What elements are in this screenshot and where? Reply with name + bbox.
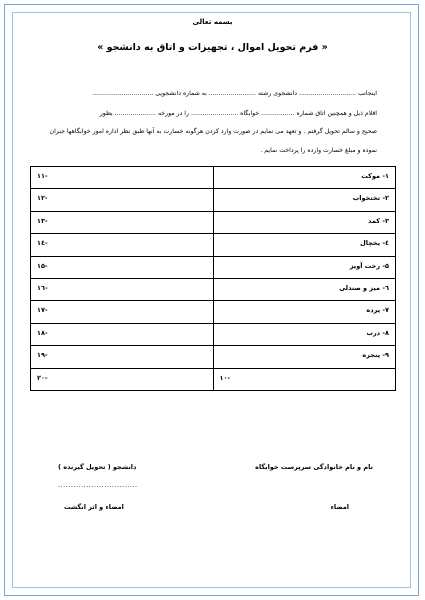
table-row	[31, 278, 396, 300]
right-cell-label: ۱۰-	[219, 373, 231, 382]
right-cell-label: ۲- تختخواب	[352, 194, 389, 203]
right-cell-label: ۸- درب	[366, 328, 389, 337]
right-cell	[213, 256, 396, 278]
left-cell-label: ۱۵-	[37, 261, 48, 270]
left-cell-label: ۱۷-	[37, 306, 48, 315]
table-row	[31, 368, 396, 390]
text-line-2: اقلام ذیل و همچنین اتاق شماره ................. خوابگاه ........................ را در مورخه ..................... بطور	[99, 110, 377, 117]
left-cell	[31, 278, 214, 300]
left-cell	[31, 256, 214, 278]
right-cell	[213, 211, 396, 233]
left-cell	[31, 234, 214, 256]
left-cell-label: ۱۲-	[37, 194, 48, 203]
supervisor-signature-label: امضاء	[330, 503, 349, 511]
right-cell-label: ٤- یخچال	[360, 239, 389, 248]
text-line-1: اینجانب ............................. دانشجوی رشته ........................ به شماره دانشجویی ...............................	[92, 90, 377, 97]
right-cell	[213, 323, 396, 345]
left-cell-label: ۱۸-	[37, 328, 48, 337]
table-row	[31, 189, 396, 211]
left-cell-label: ۱٤-	[37, 239, 48, 248]
table-row	[31, 323, 396, 345]
right-cell-label: ۵- رخت آویز	[349, 261, 389, 270]
table-row	[31, 346, 396, 368]
text-line-4: نموده و مبلغ خسارت وارده را پرداخت نمایم .	[260, 147, 377, 154]
student-receiver-label: دانشجو ( تحویل گیرنده )	[58, 463, 137, 471]
right-cell	[213, 278, 396, 300]
right-cell-label: ۹- پنجره	[362, 351, 389, 360]
right-cell	[213, 189, 396, 211]
left-cell-label: ۱۱-	[37, 172, 48, 180]
table-row	[31, 301, 396, 323]
left-cell	[31, 167, 214, 189]
table-row	[31, 256, 396, 278]
table-row	[31, 211, 396, 233]
basmala: بسمه تعالی	[192, 18, 233, 26]
supervisor-name-label: نام و نام خانوادگی سرپرست خوابگاه	[255, 463, 373, 471]
right-cell	[213, 167, 396, 189]
left-cell	[31, 301, 214, 323]
right-cell-label: ۱- موکت	[361, 172, 389, 180]
left-cell	[31, 323, 214, 345]
student-signature-dots: ...............................	[58, 481, 138, 489]
form-title: « فرم تحویل اموال ، تجهیزات و اتاق به دانشجو »	[97, 42, 328, 53]
left-cell-label: ۱٦-	[37, 283, 48, 292]
left-cell	[31, 346, 214, 368]
right-cell-label: ۳- کمد	[368, 216, 389, 225]
left-cell-label: ۲۰-	[37, 373, 48, 382]
student-signature-label: امضاء و اثر انگشت	[64, 503, 124, 511]
items-table	[30, 166, 396, 391]
right-cell-label: ٦- میز و صندلی	[339, 283, 389, 292]
left-cell	[31, 211, 214, 233]
left-cell	[31, 189, 214, 211]
right-cell	[213, 346, 396, 368]
right-cell	[213, 301, 396, 323]
table-row	[31, 234, 396, 256]
left-cell	[31, 368, 214, 390]
text-line-3: صحیح و سالم تحویل گرفتم . و تعهد می نمایم در صورت وارد کردن هرگونه خسارت به آنها طبق نظر اداره امور خوابگاهها جبران	[49, 128, 377, 135]
right-cell	[213, 234, 396, 256]
right-cell-label: ۷- پرده	[366, 306, 389, 315]
left-cell-label: ۱۹-	[37, 351, 48, 360]
left-cell-label: ۱۳-	[37, 216, 48, 225]
right-cell	[213, 368, 396, 390]
table-row	[31, 167, 396, 189]
